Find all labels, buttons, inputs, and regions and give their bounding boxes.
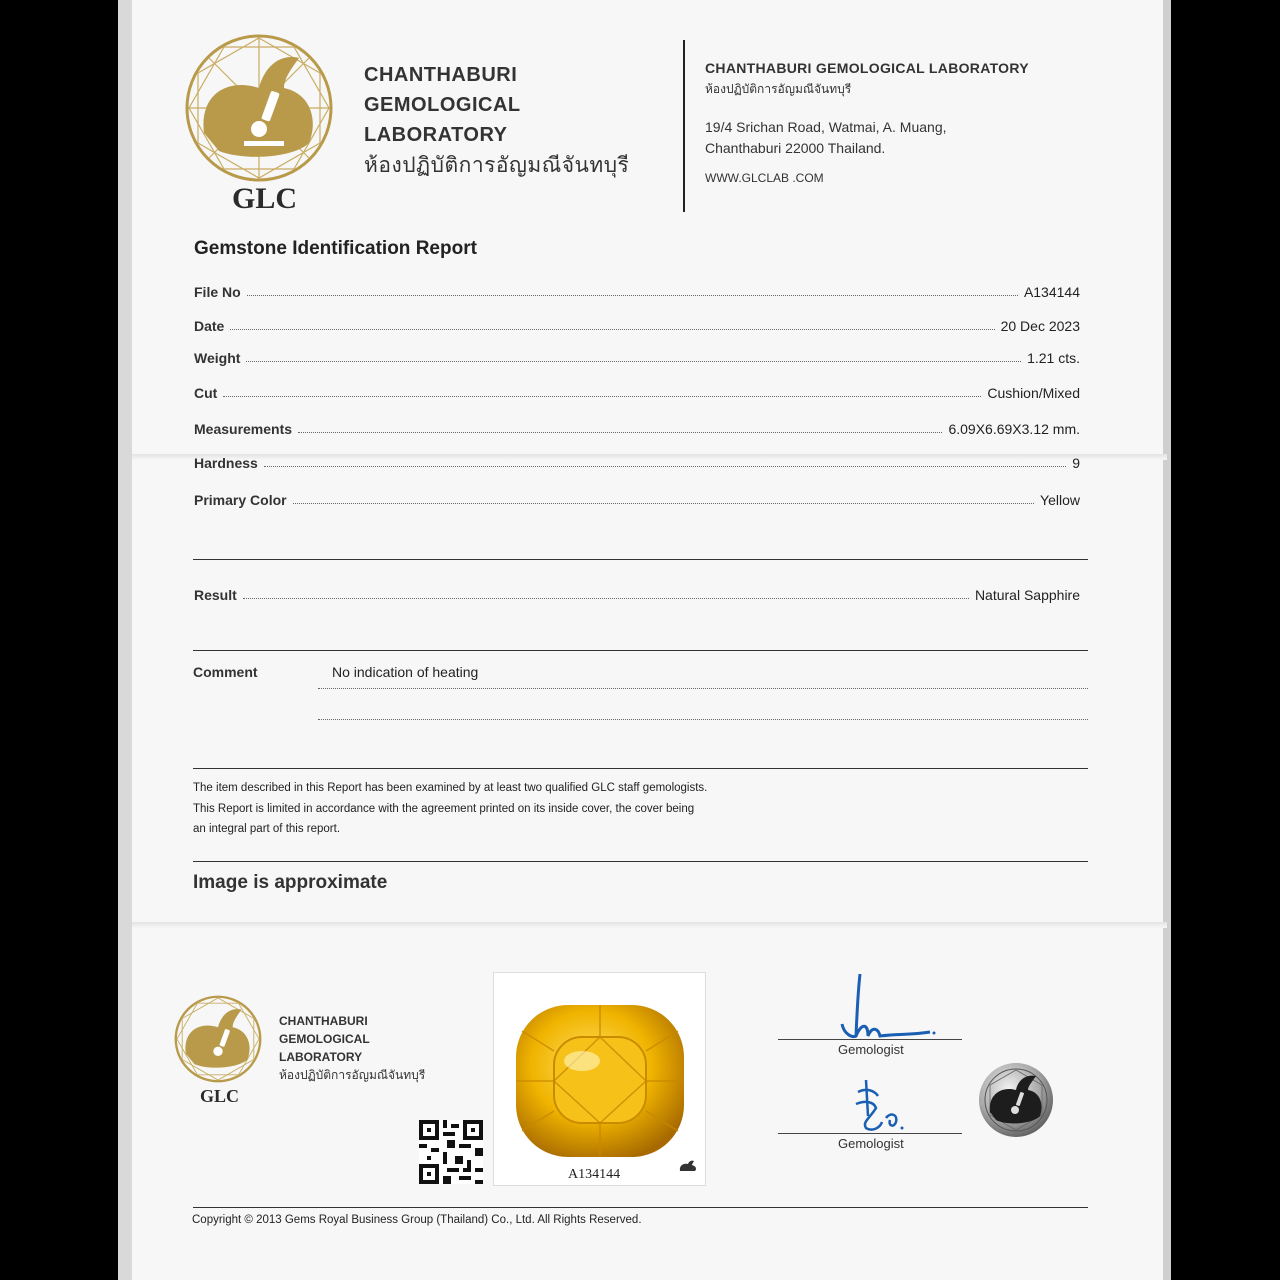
field-label: File No [194,284,241,300]
report-title: Gemstone Identification Report [194,238,477,259]
section-divider [193,650,1088,651]
disclaimer-line: an integral part of this report. [193,823,341,835]
gem-photo-frame [493,972,706,1186]
field-value: Yellow [1040,492,1080,508]
disclaimer-line: The item described in this Report has been examined by at least two qualified GLC staff gemologists. [193,782,708,794]
field-label: Primary Color [194,492,287,508]
field-row [194,310,1080,334]
field-row [194,484,1080,508]
header-divider [683,40,685,212]
field-value: 9 [1072,455,1080,471]
field-row [194,413,1080,437]
address-line: Chanthaburi 22000 Thailand. [705,140,886,156]
field-label: Cut [194,385,218,401]
lab-name-line: GEMOLOGICAL [279,1032,370,1046]
section-divider [193,768,1088,769]
gemologist-signature [834,972,944,1040]
lab-name-line: LABORATORY [364,124,508,146]
lab-name-thai: ห้องปฏิบัติการอัญมณีจันทบุรี [279,1068,426,1082]
gemologist-signature [852,1078,912,1134]
lab-full-name: CHANTHABURI GEMOLOGICAL LABORATORY [705,60,1029,76]
hologram-seal [978,1062,1054,1138]
comment-label: Comment [193,664,258,680]
logo-text: GLC [232,182,298,215]
field-row [194,377,1080,401]
section-divider [193,861,1088,862]
lab-name-line: GEMOLOGICAL [364,94,521,116]
lab-name-line: CHANTHABURI [364,64,518,86]
comment-dotted-line [318,719,1088,720]
field-value: 20 Dec 2023 [1000,318,1080,334]
field-value: A134144 [1023,284,1080,300]
lab-name-line: LABORATORY [279,1050,363,1064]
section-divider [193,559,1088,560]
image-note: Image is approximate [193,872,388,893]
footer-divider [193,1207,1088,1208]
result-value: Natural Sapphire [974,587,1080,603]
signature-label: Gemologist [838,1136,904,1151]
lab-name-line: CHANTHABURI [279,1014,368,1028]
field-value: 1.21 cts. [1027,350,1080,366]
field-label: Weight [194,350,241,366]
field-label: Date [194,318,225,334]
qr-code[interactable] [419,1120,483,1184]
lab-thai-name-small: ห้องปฏิบัติการอัญมณีจันทบุรี [705,82,852,96]
logo-text-small: GLC [200,1086,240,1106]
signature-label: Gemologist [838,1042,904,1057]
website-link[interactable]: WWW.GLCLAB .COM [705,171,824,185]
gemstone-image [512,1001,688,1161]
lab-name-thai: ห้องปฏิบัติการอัญมณีจันทบุรี [364,153,630,177]
comment-value: No indication of heating [332,664,479,680]
field-row [194,342,1080,366]
field-label: Hardness [194,455,258,471]
address-line: 19/4 Srichan Road, Watmai, A. Muang, [705,119,947,135]
field-value: 6.09X6.69X3.12 mm. [948,421,1080,437]
glc-mini-logo-icon [678,1159,698,1175]
paper-edge-left [118,0,132,1280]
signature-line [778,1039,962,1040]
field-label: Measurements [194,421,293,437]
lab-name [364,60,629,180]
glc-logo-emblem [184,33,334,183]
lab-address-block [705,60,1029,185]
result-label: Result [194,587,237,603]
result-row [194,579,1080,603]
signature-line [778,1133,962,1134]
photo-caption: A134144 [568,1167,621,1182]
lab-name-small [279,1012,425,1084]
disclaimer-line: This Report is limited in accordance with the agreement printed on its inside cover, the cover being [193,802,695,815]
field-value: Cushion/Mixed [987,385,1080,401]
comment-dotted-line [318,688,1088,689]
glc-logo-emblem-small [174,995,262,1083]
copyright: Copyright © 2013 Gems Royal Business Group (Thailand) Co., Ltd. All Rights Reserved. [192,1214,642,1226]
field-row [194,276,1080,300]
paper-edge-right [1163,0,1171,1280]
paper-fold [132,922,1167,928]
field-row [194,447,1080,471]
disclaimer [193,778,707,840]
